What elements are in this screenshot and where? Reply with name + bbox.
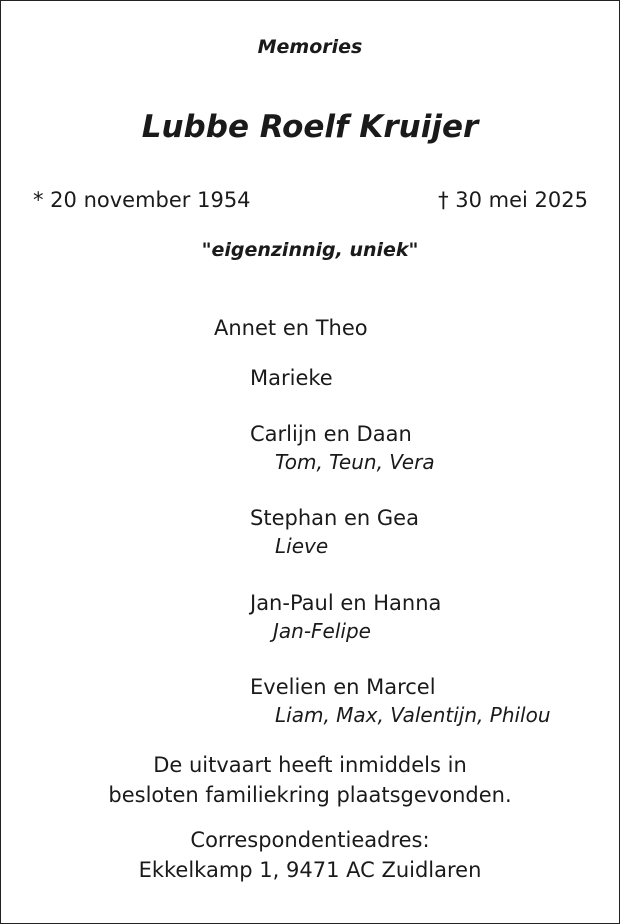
- child-name: Stephan en Gea: [250, 506, 419, 530]
- motto: "eigenzinnig, uniek": [201, 239, 419, 261]
- child-name: Carlijn en Daan: [250, 422, 412, 446]
- death-date: † 30 mei 2025: [438, 188, 588, 212]
- child-name: Marieke: [250, 366, 333, 390]
- grandchildren-names: Lieve: [275, 534, 329, 558]
- birth-date: * 20 november 1954: [33, 188, 251, 212]
- address-value: Ekkelkamp 1, 9471 AC Zuidlaren: [138, 858, 482, 882]
- child-name: Jan-Paul en Hanna: [250, 591, 442, 615]
- grandchildren-names: Jan-Felipe: [273, 619, 371, 643]
- header-title: Memories: [257, 36, 363, 58]
- child-name: Evelien en Marcel: [250, 675, 436, 699]
- address-label: Correspondentieadres:: [190, 828, 430, 852]
- grandchildren-names: Liam, Max, Valentijn, Philou: [275, 703, 551, 727]
- funeral-notice-line1: De uitvaart heeft inmiddels in: [153, 753, 467, 777]
- spouse-name: Annet en Theo: [214, 316, 368, 340]
- funeral-notice-line2: besloten familiekring plaatsgevonden.: [108, 783, 512, 807]
- deceased-name: Lubbe Roelf Kruijer: [141, 109, 479, 145]
- grandchildren-names: Tom, Teun, Vera: [275, 450, 435, 474]
